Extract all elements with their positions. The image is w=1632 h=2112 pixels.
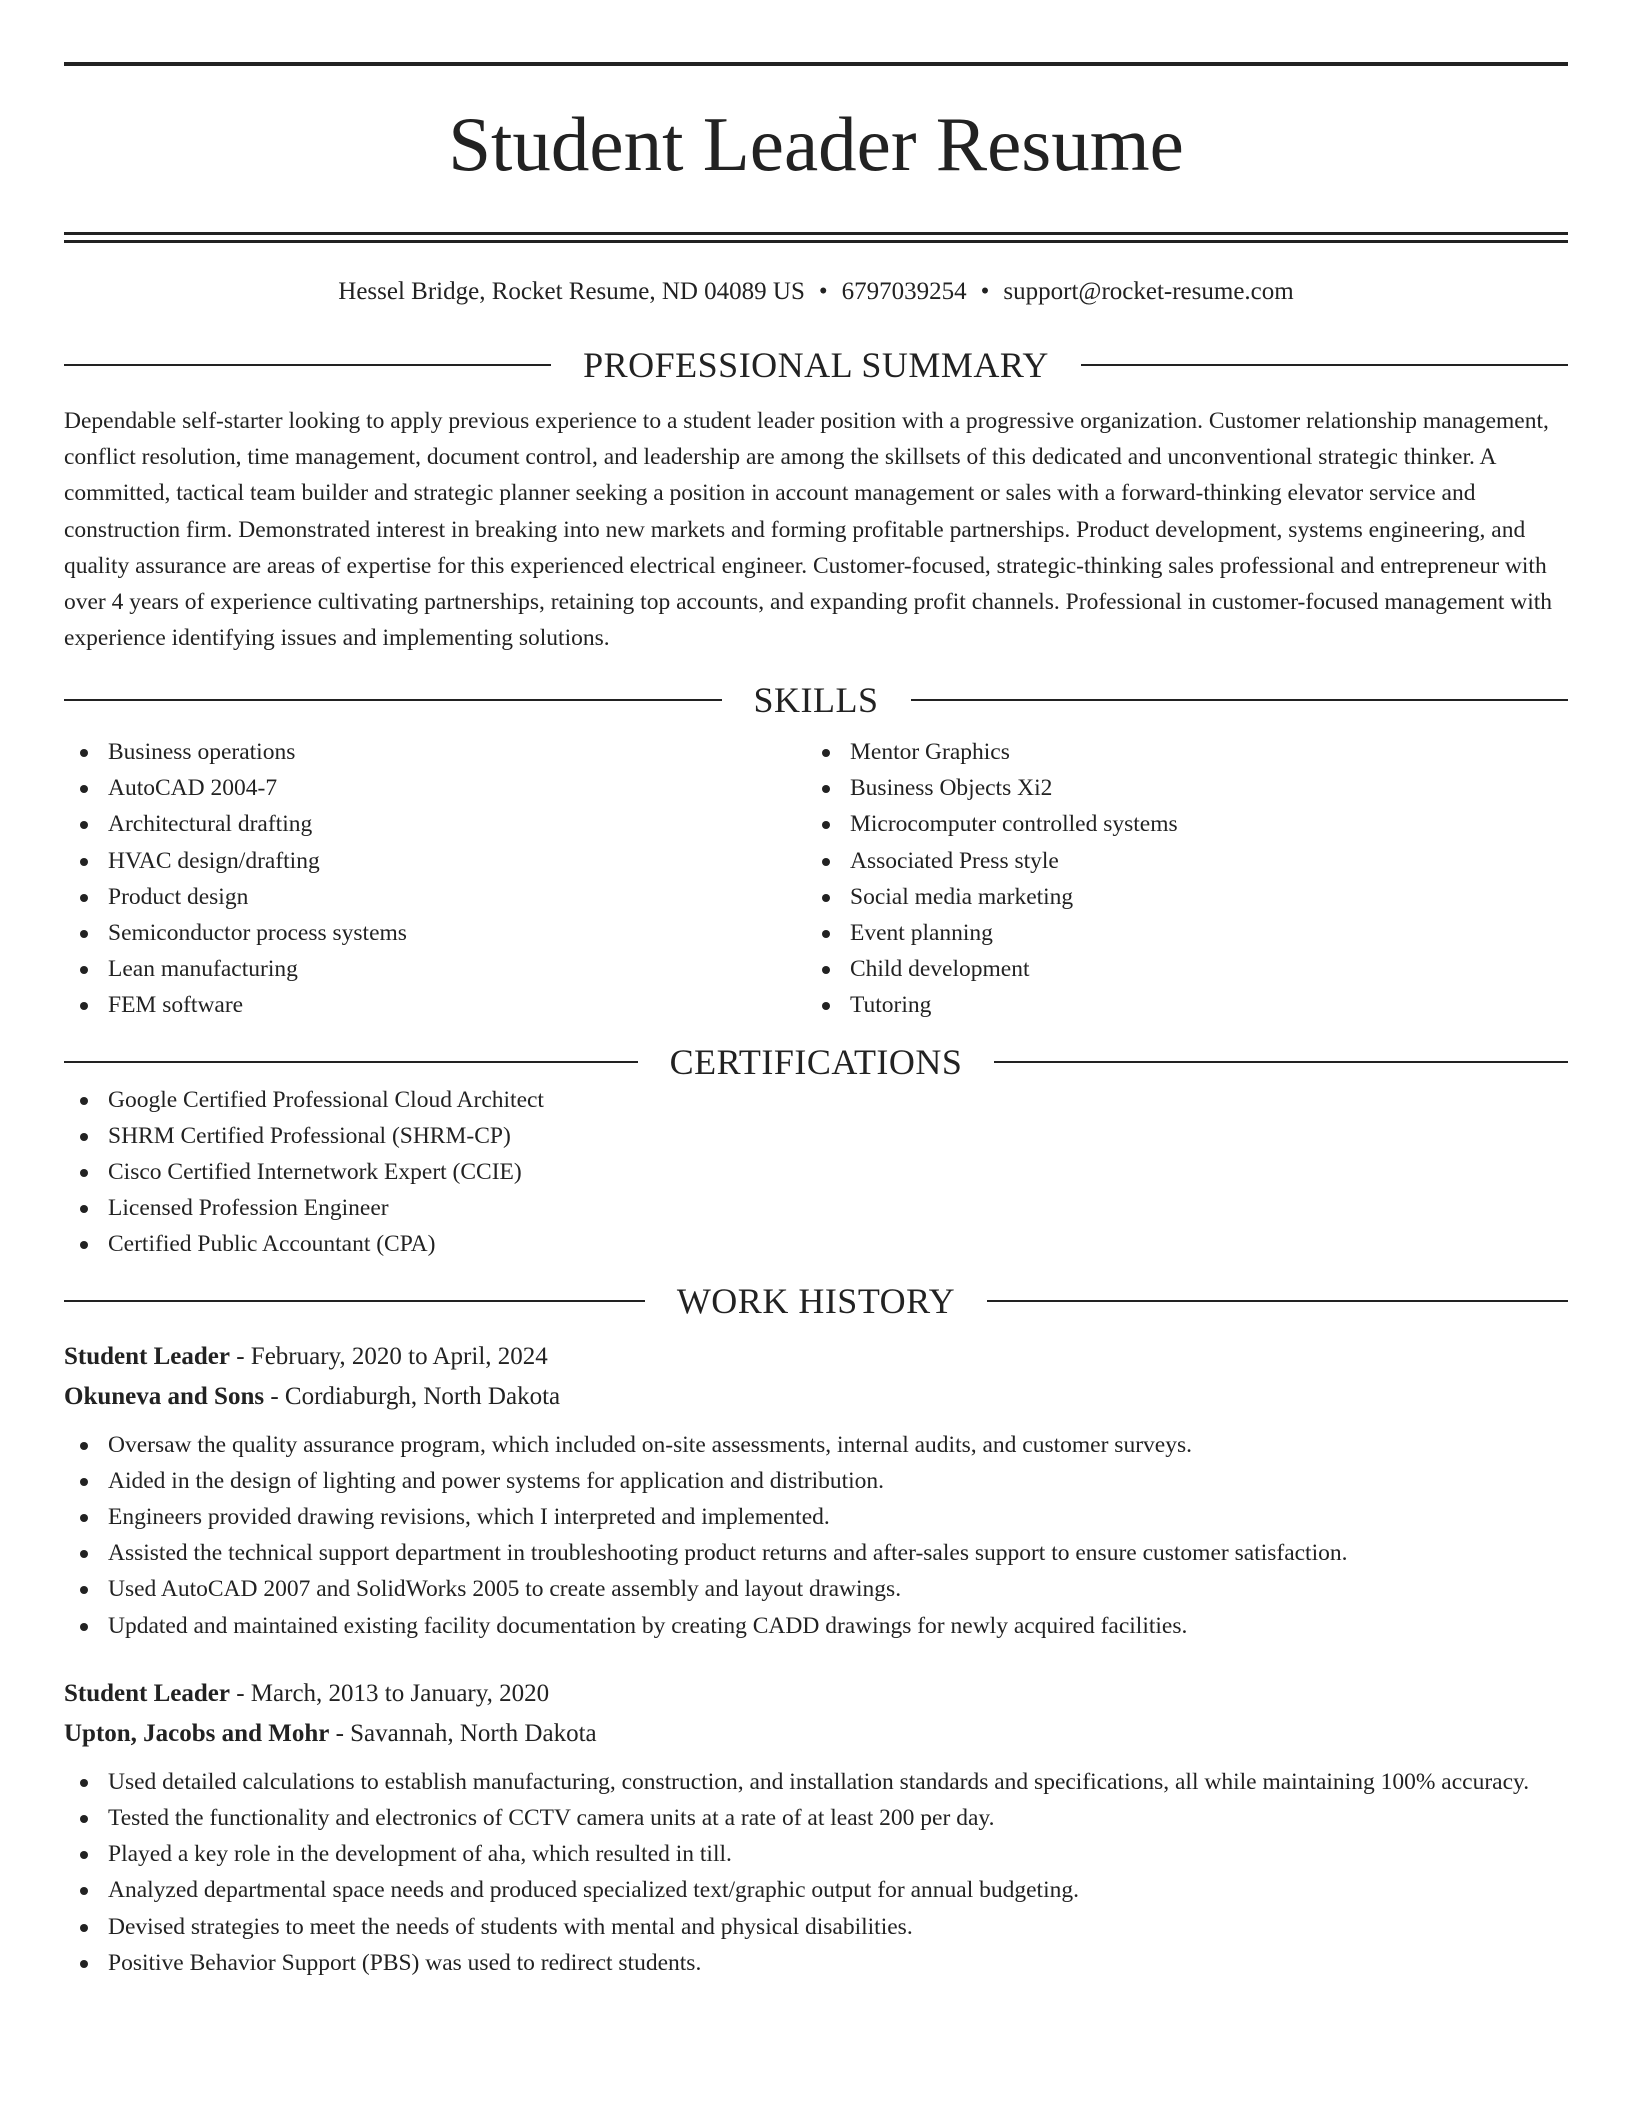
job-entry	[64, 1674, 1568, 1981]
summary-heading-label: PROFESSIONAL SUMMARY	[583, 345, 1049, 385]
skills-columns	[64, 734, 1568, 1024]
list-item: Used detailed calculations to establish manufacturing, construction, and installation standards and specifications, all while maintaining 100% accuracy.	[64, 1764, 1568, 1800]
list-item: Updated and maintained existing facility documentation by creating CADD drawings for newly acquired facilities.	[64, 1608, 1568, 1644]
list-item: Associated Press style	[806, 843, 1548, 879]
list-item: Semiconductor process systems	[64, 915, 806, 951]
work-history-list	[64, 1337, 1568, 1981]
list-item: Analyzed departmental space needs and produced specialized text/graphic output for annual budgeting.	[64, 1872, 1568, 1908]
heading-rule	[64, 699, 722, 701]
skills-heading-label: SKILLS	[753, 679, 879, 720]
list-item: AutoCAD 2004-7	[64, 770, 806, 806]
skills-column-left	[64, 734, 806, 1024]
list-item: Product design	[64, 879, 806, 915]
list-item: Social media marketing	[806, 879, 1548, 915]
list-item: Oversaw the quality assurance program, which included on-site assessments, internal audits, and customer surveys.	[64, 1427, 1568, 1463]
skills-list-left	[64, 734, 806, 1024]
list-item: Business operations	[64, 734, 806, 770]
job-dates: - February, 2020 to April, 2024	[229, 1342, 548, 1370]
resume-title: Student Leader Resume	[448, 101, 1184, 187]
certifications-list	[64, 1082, 1568, 1263]
list-item: HVAC design/drafting	[64, 843, 806, 879]
contact-separator: •	[818, 278, 828, 305]
list-item: Played a key role in the development of aha, which resulted in till.	[64, 1836, 1568, 1872]
skills-section-heading	[64, 680, 1568, 720]
heading-rule	[64, 1061, 638, 1063]
list-item: Devised strategies to meet the needs of students with mental and physical disabilities.	[64, 1909, 1568, 1945]
contact-phone: 6797039254	[841, 278, 967, 305]
list-item: Engineers provided drawing revisions, which I interpreted and implemented.	[64, 1499, 1568, 1535]
job-dates: - March, 2013 to January, 2020	[229, 1679, 550, 1707]
list-item: Architectural drafting	[64, 806, 806, 842]
job-title-line	[64, 1674, 1568, 1714]
list-item: Microcomputer controlled systems	[806, 806, 1548, 842]
list-item: FEM software	[64, 987, 806, 1023]
summary-section-heading	[64, 345, 1568, 385]
heading-rule	[994, 1061, 1568, 1063]
job-entry	[64, 1337, 1568, 1644]
job-company: Okuneva and Sons	[64, 1382, 265, 1410]
list-item: Tutoring	[806, 987, 1548, 1023]
job-title-line	[64, 1337, 1568, 1377]
list-item: Child development	[806, 951, 1548, 987]
skills-column-right	[806, 734, 1548, 1024]
heading-rule	[987, 1300, 1568, 1302]
list-item: Used AutoCAD 2007 and SolidWorks 2005 to create assembly and layout drawings.	[64, 1571, 1568, 1607]
job-location: - Cordiaburgh, North Dakota	[264, 1382, 561, 1410]
list-item: Positive Behavior Support (PBS) was used to redirect students.	[64, 1945, 1568, 1981]
list-item: Aided in the design of lighting and power systems for application and distribution.	[64, 1463, 1568, 1499]
job-title: Student Leader	[64, 1679, 230, 1707]
contact-email: support@rocket-resume.com	[1003, 278, 1294, 305]
list-item: Google Certified Professional Cloud Architect	[64, 1082, 1568, 1118]
resume-page	[64, 0, 1568, 1981]
heading-rule	[1081, 364, 1568, 366]
heading-rule	[64, 364, 551, 366]
list-item: Licensed Profession Engineer	[64, 1190, 1568, 1226]
top-rule	[64, 62, 1568, 66]
heading-rule	[64, 1300, 645, 1302]
list-item: Cisco Certified Internetwork Expert (CCIE)	[64, 1154, 1568, 1190]
contact-line	[64, 277, 1568, 307]
job-company-line	[64, 1714, 1568, 1754]
contact-separator: •	[980, 278, 990, 305]
list-item: Lean manufacturing	[64, 951, 806, 987]
job-bullets	[64, 1427, 1568, 1644]
list-item: SHRM Certified Professional (SHRM-CP)	[64, 1118, 1568, 1154]
job-bullets	[64, 1764, 1568, 1981]
job-location: - Savannah, North Dakota	[329, 1719, 597, 1747]
list-item: Assisted the technical support department in troubleshooting product returns and after-sales support to ensure customer satisfaction.	[64, 1535, 1568, 1571]
job-company-line	[64, 1377, 1568, 1417]
job-company: Upton, Jacobs and Mohr	[64, 1719, 330, 1747]
list-item: Tested the functionality and electronics of CCTV camera units at a rate of at least 200 per day.	[64, 1800, 1568, 1836]
skills-list-right	[806, 734, 1548, 1024]
heading-rule	[911, 699, 1569, 701]
work-history-heading-label: WORK HISTORY	[676, 1280, 956, 1321]
work-history-section-heading	[64, 1281, 1568, 1321]
list-item: Mentor Graphics	[806, 734, 1548, 770]
job-title: Student Leader	[64, 1342, 230, 1370]
certifications-heading-label: CERTIFICATIONS	[669, 1041, 963, 1082]
list-item: Certified Public Accountant (CPA)	[64, 1226, 1568, 1262]
list-item: Business Objects Xi2	[806, 770, 1548, 806]
certifications-section-heading	[64, 1042, 1568, 1082]
list-item: Event planning	[806, 915, 1548, 951]
title-double-rule	[64, 232, 1568, 243]
professional-summary: Dependable self-starter looking to apply previous experience to a student leader position with a progressive organization. Customer relationship management, conflict resolution, time management, document control, and leadership are among the skillsets of this dedicated and unconventional strategic thinker. A committed, tactical team builder and strategic planner seeking a position in account management or sales with a forward-thinking elevator service and construction firm. Demonstrated interest in breaking into new markets and forming profitable partnerships. Product development, systems engineering, and quality assurance are areas of expertise for this experienced electrical engineer. Customer-focused, strategic-thinking sales professional and entrepreneur with over 4 years of experience cultivating partnerships, retaining top accounts, and expanding profit channels. Professional in customer-focused management with experience identifying issues and implementing solutions.	[64, 408, 1553, 652]
contact-address: Hessel Bridge, Rocket Resume, ND 04089 US	[338, 278, 805, 305]
